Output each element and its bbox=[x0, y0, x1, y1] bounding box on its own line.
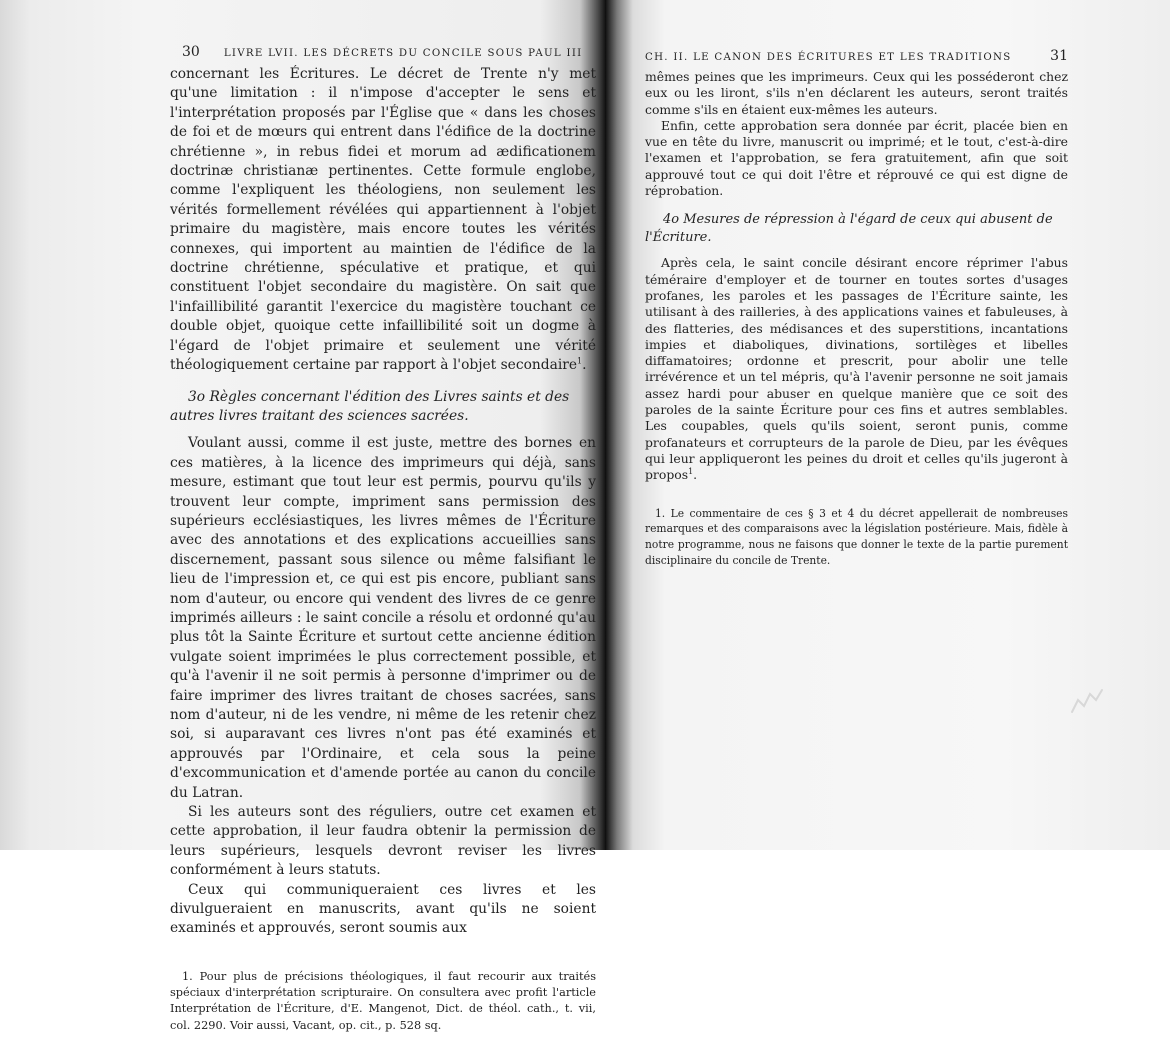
section-heading-3: 3o Règles concernant l'édition des Livres saints et des autres livres traitant des sciences sacrées. bbox=[170, 388, 570, 424]
section-heading-4: 4o Mesures de répression à l'égard de ceux qui abusent de l'Écriture. bbox=[645, 212, 1053, 246]
left-paragraph-4: Ceux qui communiqueraient ces livres et les divulgueraient en manuscrits, avant qu'ils ne soient examinés et approuvés, seront soumis aux bbox=[170, 881, 596, 937]
right-page-content bbox=[645, 48, 1068, 579]
left-running-head bbox=[182, 44, 596, 60]
left-page-content bbox=[170, 44, 596, 1045]
right-paragraph-3: Après cela, le saint concile désirant encore réprimer l'abus téméraire d'employer et de tourner en toutes sortes d'usages profanes, les paroles et les passages de l'Écriture sainte, les utilisant à des railleries, à des applications vaines et fabuleuses, à des flatteries, des médisances et des superstitions, incantations impies et diaboliques, divinations, sortilèges et libelles diffamatoires; ordonne et prescrit, pour abolir une telle irrévérence et un tel mépris, qu'à l'avenir personne ne soit jamais assez hardi pour abuser en quelque manière que ce soit des paroles de la sainte Écriture pour ces fins et autres semblables. Les coupables, quels qu'ils soient, seront punis, comme profanateurs et corrupteurs de la parole de Dieu, par les évêques qui leur appliqueront les peines du droit et celles qu'ils jugeront à propos$^1$. bbox=[645, 255, 1068, 483]
left-footnote: 1. Pour plus de précisions théologiques, il faut recourir aux traités spéciaux d'interprétation scripturaire. On consultera avec profit l'article Interprétation de l'Écriture, d'E. Mangenot, Dict. de théol. cath., t. vii, col. 2290. Voir aussi, Vacant, op. cit., p. 528 sq. bbox=[170, 969, 596, 1032]
left-paragraph-1: concernant les Écritures. Le décret de Trente n'y met qu'une limitation : il n'impose d'accepter le sens et l'interprétation proposés par l'Église que « dans les choses de foi et de mœurs qui entrent dans l'édifice de la doctrine chrétienne », in rebus fidei et morum ad ædificationem doctrinæ christianæ pertinentes. Cette formule englobe, comme l'expliquent les théologiens, non seulement les vérités formellement révélées qui appartiennent à l'objet primaire du magistère, mais encore toutes les vérités connexes, qui importent au maintien de l'édifice de la doctrine chrétienne, spéculative et pratique, et qui constituent l'objet secondaire du magistère. On sait que l'infaillibilité garantit l'exercice du magistère touchant ce double objet, quoique cette infaillibilité soit un dogme à l'égard de l'objet primaire et seulement une vérité théologiquement certaine par rapport à l'objet secondaire$^1$. bbox=[170, 66, 596, 374]
footnote-ref: 1 bbox=[688, 467, 694, 477]
left-paragraph-3: Si les auteurs sont des réguliers, outre cet examen et cette approbation, il leur faudra obtenir la permission de leurs supérieurs, lesquels devront reviser les livres conformément à leurs statuts. bbox=[170, 804, 596, 879]
pencil-mark bbox=[1070, 688, 1104, 714]
right-footnote: 1. Le commentaire de ces § 3 et 4 du décret appellerait de nombreuses remarques et des comparaisons avec la législation postérieure. Mais, fidèle à notre programme, nous ne faisons que donner le texte de la partie purement disciplinaire du concile de Trente. bbox=[645, 506, 1068, 567]
right-running-head bbox=[645, 48, 1068, 64]
right-paragraph-1: mêmes peines que les imprimeurs. Ceux qui les posséderont chez eux ou les liront, s'ils n'en déclarent les auteurs, seront traités comme s'ils en étaient eux-mêmes les auteurs. bbox=[645, 69, 1068, 117]
right-paragraph-2: Enfin, cette approbation sera donnée par écrit, placée bien en vue en tête du livre, manuscrit ou imprimé; et le tout, c'est-à-dire l'examen et l'approbation, se fera gratuitement, afin que soit approuvé tout ce qui doit l'être et réprouvé ce qui est digne de réprobation. bbox=[645, 117, 1068, 199]
right-page bbox=[605, 0, 1170, 850]
footnote-ref: 1 bbox=[577, 356, 583, 366]
left-page-number: 30 bbox=[182, 44, 200, 60]
left-running-title: LIVRE LVII. LES DÉCRETS DU CONCILE SOUS PAUL III bbox=[223, 48, 583, 59]
right-running-title: CH. II. LE CANON DES ÉCRITURES ET LES TRADITIONS bbox=[645, 52, 1012, 63]
left-paragraph-2: Voulant aussi, comme il est juste, mettre des bornes en ces matières, à la licence des imprimeurs qui déjà, sans mesure, estimant que tout leur est permis, pourvu qu'ils y trouvent leur compte, impriment sans permission des supérieurs ecclésiastiques, les livres mêmes de l'Écriture avec des annotations et des explications accueillies sans discernement, passant sous silence ou même falsifiant le lieu de l'impression et, ce qui est pis encore, publiant sans nom d'auteur, ou encore qui vendent des livres de ce genre imprimés ailleurs : le saint concile a résolu et ordonné qu'au plus tôt la Sainte Écriture et surtout cette ancienne édition vulgate soient imprimées le plus correctement possible, et qu'à l'avenir il ne soit permis à personne d'imprimer ou de faire imprimer des livres traitant de choses sacrées, sans nom d'auteur, ni de les vendre, ni même de les retenir chez soi, si auparavant ces livres n'ont pas été examinés et approuvés par l'Ordinaire, et cela sous la peine d'excommunication et d'amende portée au canon du concile du Latran. bbox=[170, 435, 596, 801]
right-page-number: 31 bbox=[1050, 48, 1068, 64]
